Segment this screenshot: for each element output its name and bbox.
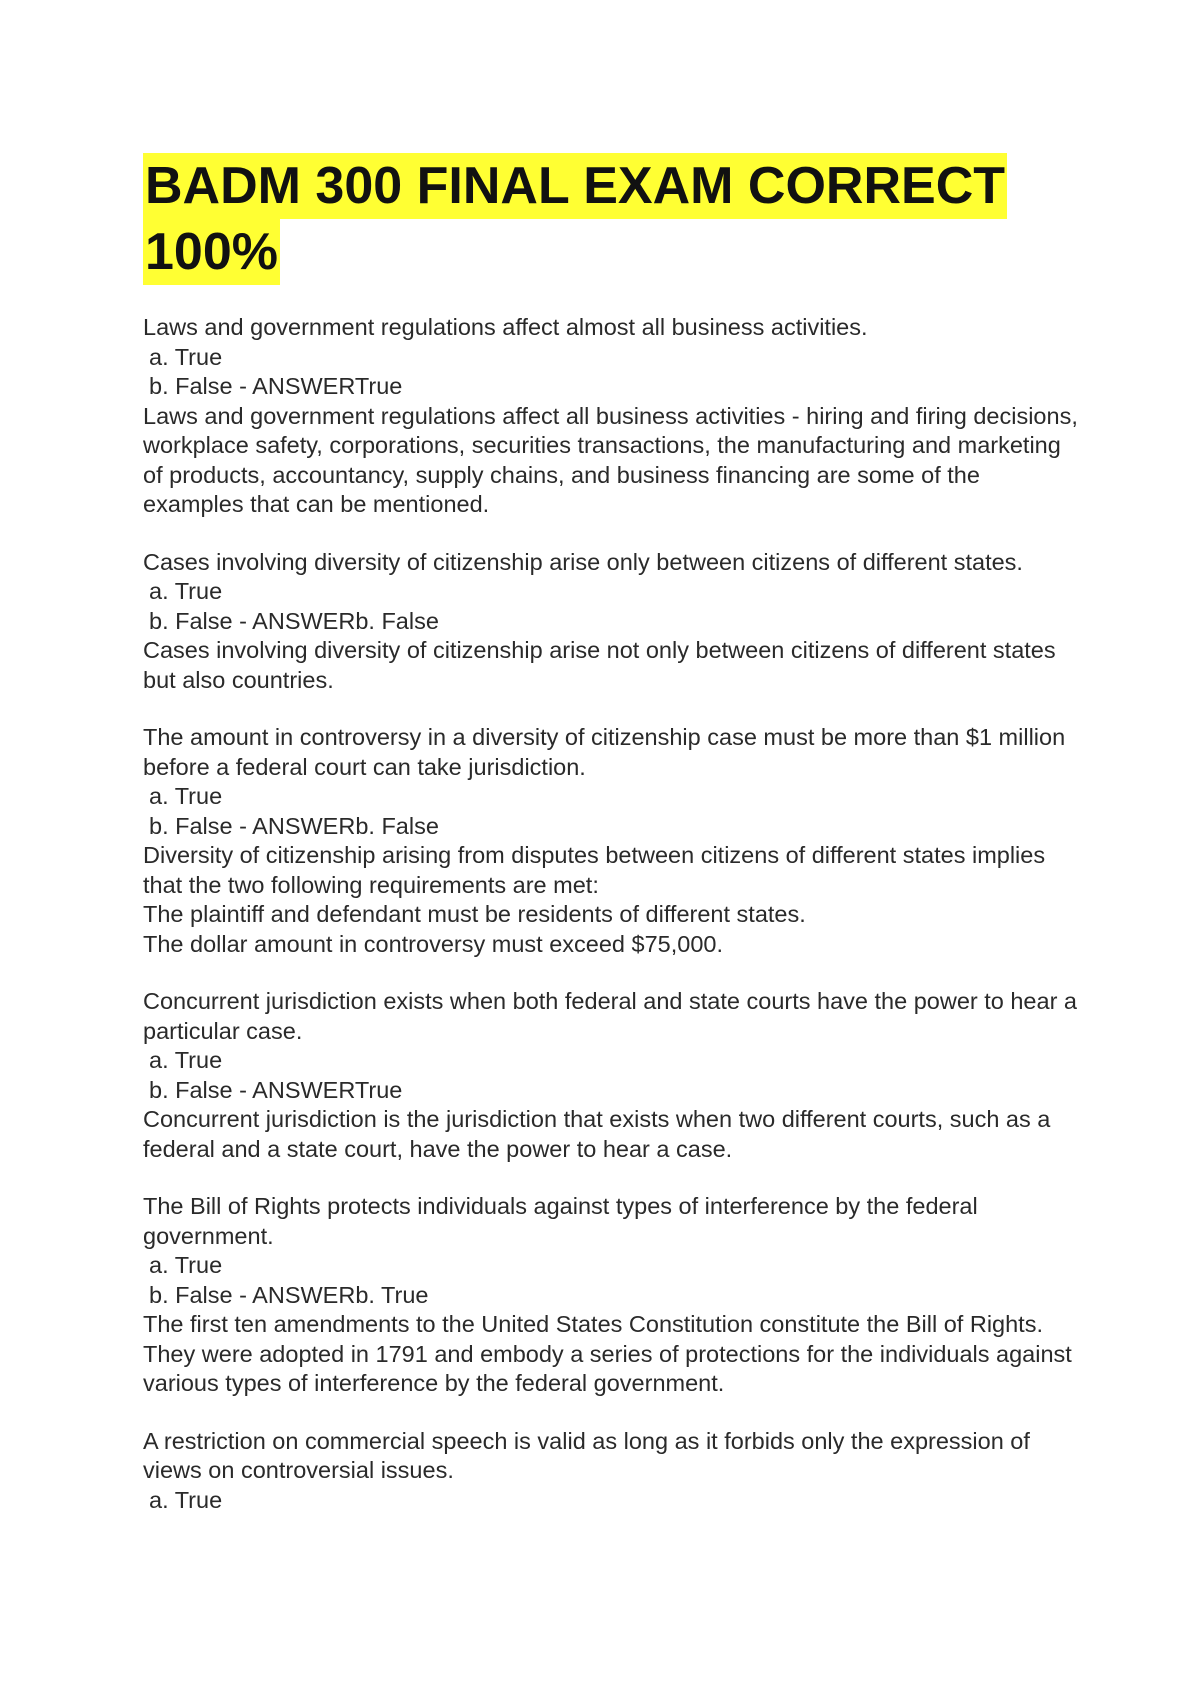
question-prompt: The amount in controversy in a diversity of citizenship case must be more than $1 million before a federal court can take jurisdiction. [143, 724, 1066, 780]
question-4 [143, 987, 1083, 1164]
answer-explanation: Cases involving diversity of citizenship arise not only between citizens of different states but also countries. [143, 637, 1056, 693]
title-line-1: BADM 300 FINAL EXAM CORRECT [143, 153, 1007, 219]
question-prompt: Cases involving diversity of citizenship arise only between citizens of different states. [143, 548, 1023, 575]
option-b-answer: b. False - ANSWERb. False [149, 607, 439, 634]
option-b-answer: b. False - ANSWERTrue [149, 373, 403, 399]
document-title [143, 153, 1083, 285]
question-1 [143, 313, 1083, 520]
answer-explanation: The first ten amendments to the United States Constitution constitute the Bill of Rights. They were adopted in 1791 and embody a series of protections for the individuals against various types of interference by the federal government. [143, 1311, 1072, 1396]
question-2 [143, 548, 1083, 696]
question-prompt: The Bill of Rights protects individuals against types of interference by the federal government. [143, 1193, 978, 1249]
question-prompt: A restriction on commercial speech is valid as long as it forbids only the expression of views on controversial issues. [143, 1427, 1030, 1483]
option-b-answer: b. False - ANSWERTrue [149, 1076, 403, 1103]
option-b-answer: b. False - ANSWERb. True [149, 1281, 429, 1308]
answer-explanation-requirement-2: The dollar amount in controversy must exceed $75,000. [143, 930, 723, 957]
answer-explanation: Diversity of citizenship arising from disputes between citizens of different states implies that the two following requirements are met: [143, 842, 1046, 898]
option-a: a. True [149, 1252, 223, 1278]
answer-explanation-requirement-1: The plaintiff and defendant must be residents of different states. [143, 901, 806, 927]
question-prompt: Concurrent jurisdiction exists when both federal and state courts have the power to hear a particular case. [143, 988, 1077, 1044]
question-5 [143, 1192, 1083, 1399]
answer-explanation: Laws and government regulations affect all business activities - hiring and firing decisions, workplace safety, corporations, securities transactions, the manufacturing and marketing of products, accountancy, supply chains, and business financing are some of the examples that can be mentioned. [143, 402, 1078, 517]
option-a: a. True [149, 1486, 223, 1513]
answer-explanation: Concurrent jurisdiction is the jurisdiction that exists when two different courts, such as a federal and a state court, have the power to hear a case. [143, 1106, 1051, 1162]
option-a: a. True [149, 1047, 223, 1073]
option-b-answer: b. False - ANSWERb. False [149, 812, 439, 839]
option-a: a. True [149, 578, 223, 604]
question-prompt: Laws and government regulations affect almost all business activities. [143, 314, 868, 340]
document-page [143, 153, 1083, 1543]
option-a: a. True [149, 343, 223, 370]
question-6 [143, 1427, 1083, 1516]
option-a: a. True [149, 783, 223, 809]
title-line-2: 100% [143, 219, 280, 285]
question-3 [143, 723, 1083, 959]
